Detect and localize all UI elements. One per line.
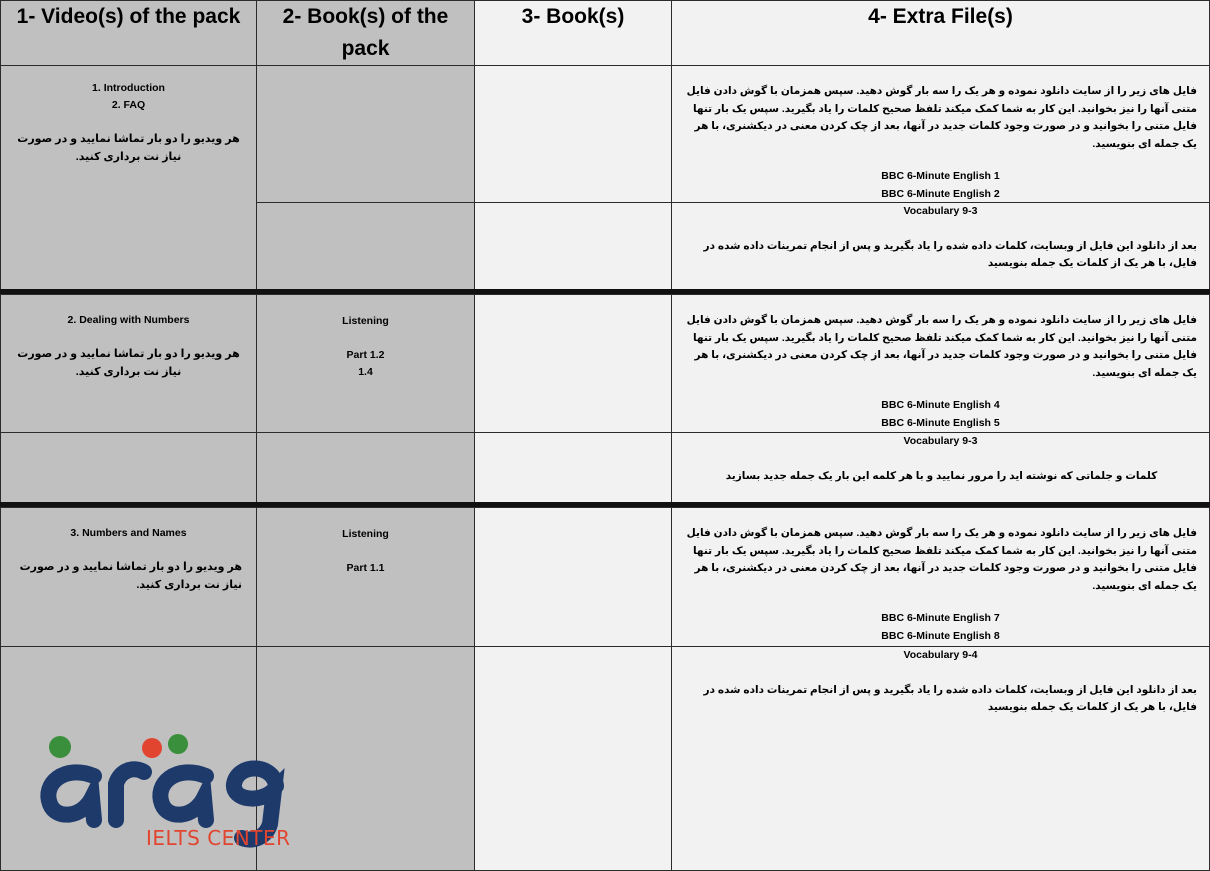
logo-dot-red (142, 738, 162, 758)
book-pack-cell-2a (256, 294, 475, 433)
video-note: هر ویدیو را دو بار تماشا نمایید و در صورت نیاز نت برداری کنید. (19, 561, 242, 591)
book-cell-3a (474, 507, 672, 647)
header-extra-files: 4- Extra File(s) (671, 0, 1210, 66)
book-item: Listening (342, 315, 389, 327)
vocab-title: Vocabulary 9-4 (903, 649, 978, 661)
video-note: هر ویدیو را دو بار تماشا نمایید و در صورت نیاز نت برداری کنید. (17, 133, 240, 163)
vocab-title: Vocabulary 9-3 (903, 205, 978, 217)
vocab-note: کلمات و جلماتی که نوشته اید را مرور نمایید و با هر کلمه این بار یک جمله جدید بسازید (725, 469, 1158, 482)
extra-files-cell-1 (671, 65, 1210, 203)
book-item: Part 1.1 (346, 562, 385, 574)
book-cell-2b (474, 432, 672, 503)
vocab-cell-2 (671, 432, 1210, 503)
logo-dot-green (168, 734, 188, 754)
extra-files-cell-2 (671, 294, 1210, 433)
video-note: هر ویدیو را دو بار تماشا نمایید و در صورت نیاز نت برداری کنید. (17, 348, 240, 378)
video-cell-3 (0, 507, 257, 647)
extra-instructions: فایل های زیر را از سایت دانلود نموده و هر یک را سه بار گوش دهید. سپس همزمان با گوش دادن فایل متنی آنها را نیز بخوانید. این کار به شما کمک میکند تلفظ صحیح کلمات را یاد بگیرید. سپس یک بار تنها فایل متنی را بخوانید و در صورت وجود کلمات جدید در آنها، بعد از چک کردن معنی در دیکشنری، با هر یک جمله ای بنویسید. (686, 85, 1197, 150)
video-item: 3. Numbers and Names (70, 527, 187, 539)
header-books: 3- Book(s) (474, 0, 672, 66)
extra-file-item: BBC 6-Minute English 5 (881, 416, 1000, 429)
book-item: 1.4 (358, 366, 373, 378)
vocab-cell-3 (671, 646, 1210, 871)
video-cell-2 (0, 294, 257, 433)
header-videos: 1- Video(s) of the pack (0, 0, 257, 66)
book-cell-2a (474, 294, 672, 433)
extra-file-item: BBC 6-Minute English 7 (881, 612, 1000, 624)
book-pack-cell-1a (256, 65, 475, 203)
video-item: 2. FAQ (111, 99, 146, 111)
video-item: 2. Dealing with Numbers (67, 314, 190, 326)
book-item: Part 1.2 (346, 349, 385, 361)
book-pack-cell-3a (256, 507, 475, 647)
header-books-pack: 2- Book(s) of the pack (256, 0, 475, 66)
book-cell-3b (474, 646, 672, 871)
book-cell-1a (474, 65, 672, 203)
extra-file-item: BBC 6-Minute English 1 (881, 170, 1000, 182)
vocab-title: Vocabulary 9-3 (903, 435, 978, 447)
extra-instructions: فایل های زیر را از سایت دانلود نموده و هر یک را سه بار گوش دهید. سپس همزمان با گوش دادن فایل متنی آنها را نیز بخوانید. این کار به شما کمک میکند تلفظ صحیح کلمات را یاد بگیرید. سپس یک بار تنها فایل متنی را بخوانید و در صورت وجود کلمات جدید در آنها، بعد از چک کردن معنی در دیکشنری، با هر یک جمله ای بنویسید. (686, 314, 1197, 379)
book-cell-1b (474, 202, 672, 290)
extra-instructions: فایل های زیر را از سایت دانلود نموده و هر یک را سه بار گوش دهید. سپس همزمان با گوش دادن فایل متنی آنها را نیز بخوانید. این کار به شما کمک میکند تلفظ صحیح کلمات را یاد بگیرید. سپس یک بار تنها فایل متنی را بخوانید و در صورت وجود کلمات جدید در آنها، بعد از چک کردن معنی در دیکشنری، با هر یک جمله ای بنویسید. (686, 527, 1197, 592)
extra-file-item: BBC 6-Minute English 8 (881, 629, 1000, 642)
extra-file-item: BBC 6-Minute English 4 (881, 399, 1000, 411)
arag-ielts-center-logo (34, 734, 294, 854)
vocab-note: بعد از دانلود این فایل از وبسایت، کلمات داده شده را یاد بگیرید و پس از انجام تمرینات داده شده در فایل، با هر یک از کلمات یک جمله بنویسید (703, 683, 1197, 713)
book-item: Listening (342, 528, 389, 540)
video-item: 1. Introduction (92, 82, 165, 94)
logo-tagline: IELTS CENTER (146, 826, 291, 850)
book-pack-cell-1b (256, 202, 475, 290)
book-pack-cell-2b (256, 432, 475, 503)
vocab-note: بعد از دانلود این فایل از وبسایت، کلمات داده شده را یاد بگیرید و پس از انجام تمرینات داده شده در فایل، با هر یک از کلمات یک جمله بنویسید (703, 239, 1197, 269)
extra-files-cell-3 (671, 507, 1210, 647)
extra-file-item: BBC 6-Minute English 2 (881, 187, 1000, 200)
vocab-cell-1 (671, 202, 1210, 290)
logo-dot-green (49, 736, 71, 758)
video-cell-1 (0, 65, 257, 290)
video-cell-2b (0, 432, 257, 503)
